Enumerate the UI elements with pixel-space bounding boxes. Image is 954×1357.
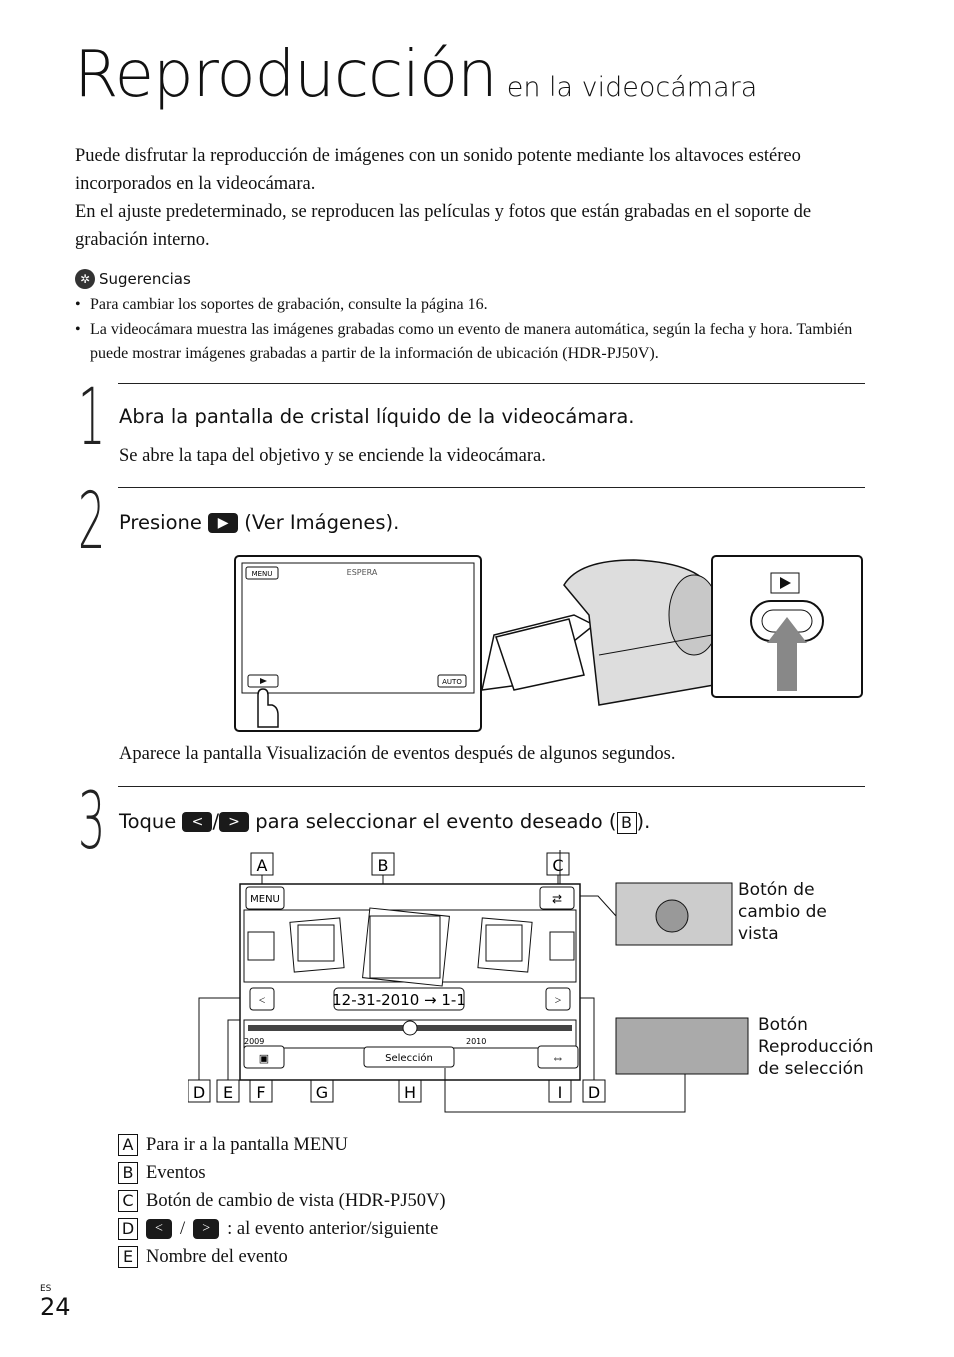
svg-text:AUTO: AUTO: [442, 678, 462, 686]
chevron-left-icon: <: [146, 1219, 172, 1239]
legend-item: C Botón de cambio de vista (HDR-PJ50V): [118, 1187, 446, 1215]
step-title: Presione ▶ (Ver Imágenes).: [119, 511, 400, 534]
svg-text:B: B: [377, 856, 389, 875]
language-code: ES: [40, 1284, 52, 1294]
step-number: 1: [78, 373, 106, 463]
svg-text:Selección: Selección: [385, 1053, 433, 1064]
svg-text:<: <: [258, 993, 266, 1007]
svg-text:2009: 2009: [244, 1037, 265, 1046]
lightbulb-icon: ✲: [75, 269, 95, 289]
step-title: Toque < / > para seleccionar el evento deseado ( B ).: [119, 810, 651, 833]
svg-text:▣: ▣: [258, 1053, 270, 1065]
svg-text:>: >: [554, 993, 562, 1007]
svg-text:I: I: [557, 1083, 563, 1102]
svg-text:MENU: MENU: [250, 894, 280, 905]
view-switch-caption: Botón de cambio de vista: [738, 880, 827, 944]
chevron-left-icon: <: [182, 812, 212, 832]
page-title: Reproducción en la videocámara: [74, 38, 758, 112]
svg-text:G: G: [315, 1083, 329, 1102]
step-number: 2: [78, 477, 106, 567]
svg-text:E: E: [222, 1083, 234, 1102]
step-body: Se abre la tapa del objetivo y se enciende la videocámara.: [119, 446, 546, 466]
step-number: 3: [78, 777, 106, 867]
list-item: • Para cambiar los soportes de grabación, consulte la página 16.: [75, 293, 865, 317]
svg-text:C: C: [552, 856, 564, 875]
svg-text:D: D: [587, 1083, 601, 1102]
camera-figure: [234, 555, 864, 735]
legend: [118, 1131, 446, 1271]
legend-item: E Nombre del evento: [118, 1243, 446, 1271]
list-item: • La videocámara muestra las imágenes grabadas como un evento de manera automática, según la fecha y hora. También puede mostrar imágenes grabadas a partir de la información de ubicación (HDR-PJ50V).: [75, 318, 865, 366]
legend-item: A Para ir a la pantalla MENU: [118, 1131, 446, 1159]
svg-text:MENU: MENU: [251, 570, 273, 578]
step-body: Aparece la pantalla Visualización de eventos después de algunos segundos.: [119, 744, 676, 764]
chevron-right-icon: >: [219, 812, 249, 832]
svg-text:ESPERA: ESPERA: [346, 568, 378, 577]
svg-text:F: F: [256, 1083, 266, 1102]
svg-text:⇄: ⇄: [551, 892, 563, 906]
svg-text:⇔: ⇔: [551, 1050, 565, 1065]
svg-text:D: D: [192, 1083, 206, 1102]
step-title: Abra la pantalla de cristal líquido de la videocámara.: [119, 405, 635, 428]
page-number: 24: [40, 1293, 71, 1321]
tips-list: [75, 293, 865, 367]
svg-text:A: A: [256, 856, 268, 875]
legend-item: B Eventos: [118, 1159, 446, 1187]
selection-play-caption: Botón Reproducción de selección: [758, 1015, 874, 1079]
legend-item: D < / > : al evento anterior/siguiente: [118, 1215, 446, 1243]
svg-text:12-31-2010 → 1-1: 12-31-2010 → 1-1: [332, 991, 466, 1009]
play-icon: ▶: [208, 513, 238, 533]
tips-heading: ✲ Sugerencias: [75, 269, 191, 289]
svg-text:2010: 2010: [466, 1037, 487, 1046]
chevron-right-icon: >: [193, 1219, 219, 1239]
svg-text:H: H: [403, 1083, 417, 1102]
intro-text: Puede disfrutar la reproducción de imágenes con un sonido potente mediante los altavoces estéreo incorporados en la videocámara. En el ajuste predeterminado, se reproducen las películas y fotos que están grabadas en el soporte de grabación interno.: [75, 146, 812, 250]
